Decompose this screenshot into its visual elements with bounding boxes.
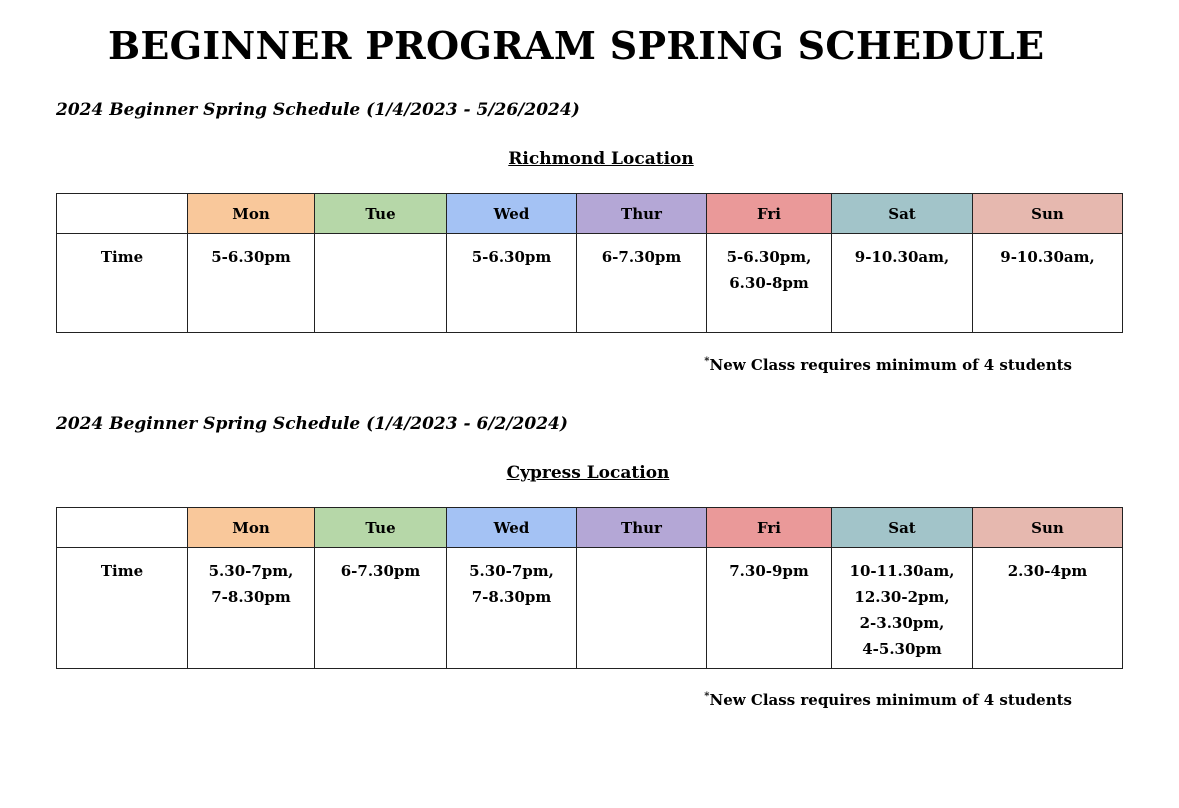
schedule-table-richmond <box>56 193 1123 333</box>
time-slot: 6.30-8pm <box>729 274 809 292</box>
time-slot: 9-10.30am, <box>1000 248 1095 266</box>
time-cell-sat <box>832 234 973 333</box>
location-heading-cypress: Cypress Location <box>506 463 670 483</box>
time-slot: 5.30-7pm, <box>469 562 554 580</box>
time-slot: 12.30-2pm, <box>854 588 950 606</box>
time-cell-wed <box>447 548 577 669</box>
time-cell-sun <box>973 548 1123 669</box>
time-cell-tue <box>315 234 447 333</box>
time-slot: 4-5.30pm <box>862 640 942 658</box>
time-slot: 5-6.30pm, <box>726 248 812 266</box>
time-cell-tue <box>315 548 447 669</box>
day-header-tue: Tue <box>315 194 447 234</box>
table-header-row <box>57 508 1123 548</box>
time-slot: 6-7.30pm <box>601 248 682 266</box>
time-slot: 5-6.30pm <box>211 248 291 266</box>
time-cell-fri <box>707 234 832 333</box>
table-row <box>57 234 1123 333</box>
day-header-wed: Wed <box>447 508 577 548</box>
time-slot: 2.30-4pm <box>1007 562 1088 580</box>
location-heading-richmond: Richmond Location <box>508 149 694 169</box>
day-header-mon: Mon <box>188 508 315 548</box>
time-cell-wed <box>447 234 577 333</box>
day-header-sat: Sat <box>832 194 973 234</box>
day-header-wed: Wed <box>447 194 577 234</box>
day-header-thur: Thur <box>577 194 707 234</box>
minimum-students-note-richmond <box>704 352 1072 375</box>
time-slot: 10-11.30am, <box>849 562 955 580</box>
minimum-students-note-cypress <box>704 687 1072 710</box>
header-corner-cell <box>57 508 188 548</box>
day-header-tue: Tue <box>315 508 447 548</box>
time-cell-mon <box>188 234 315 333</box>
time-slot: 7.30-9pm <box>729 562 809 580</box>
note-text: New Class requires minimum of 4 students <box>709 356 1072 374</box>
schedule-subtitle-richmond: 2024 Beginner Spring Schedule (1/4/2023 - 5/26/2024) <box>56 100 580 120</box>
asterisk-mark: * <box>704 356 710 367</box>
time-cell-thur <box>577 234 707 333</box>
table-row <box>57 548 1123 669</box>
time-cell-thur <box>577 548 707 669</box>
schedule-table-cypress <box>56 507 1123 669</box>
time-cell-sat <box>832 548 973 669</box>
schedule-subtitle-cypress: 2024 Beginner Spring Schedule (1/4/2023 - 6/2/2024) <box>56 414 568 434</box>
note-text: New Class requires minimum of 4 students <box>709 691 1072 709</box>
time-cell-sun <box>973 234 1123 333</box>
time-slot: 7-8.30pm <box>211 588 291 606</box>
page-title: BEGINNER PROGRAM SPRING SCHEDULE <box>108 23 1045 68</box>
asterisk-mark: * <box>704 691 710 702</box>
time-cell-mon <box>188 548 315 669</box>
time-slot: 2-3.30pm, <box>859 614 945 632</box>
row-label-time: Time <box>57 548 188 669</box>
time-slot: 5-6.30pm <box>471 248 552 266</box>
table-header-row <box>57 194 1123 234</box>
day-header-thur: Thur <box>577 508 707 548</box>
day-header-sun: Sun <box>973 194 1123 234</box>
day-header-fri: Fri <box>707 508 832 548</box>
day-header-fri: Fri <box>707 194 832 234</box>
day-header-sat: Sat <box>832 508 973 548</box>
time-slot: 7-8.30pm <box>471 588 552 606</box>
row-label-time: Time <box>57 234 188 333</box>
time-slot: 9-10.30am, <box>854 248 950 266</box>
time-slot: 6-7.30pm <box>340 562 421 580</box>
time-slot: 5.30-7pm, <box>208 562 294 580</box>
header-corner-cell <box>57 194 188 234</box>
day-header-mon: Mon <box>188 194 315 234</box>
time-cell-fri <box>707 548 832 669</box>
day-header-sun: Sun <box>973 508 1123 548</box>
